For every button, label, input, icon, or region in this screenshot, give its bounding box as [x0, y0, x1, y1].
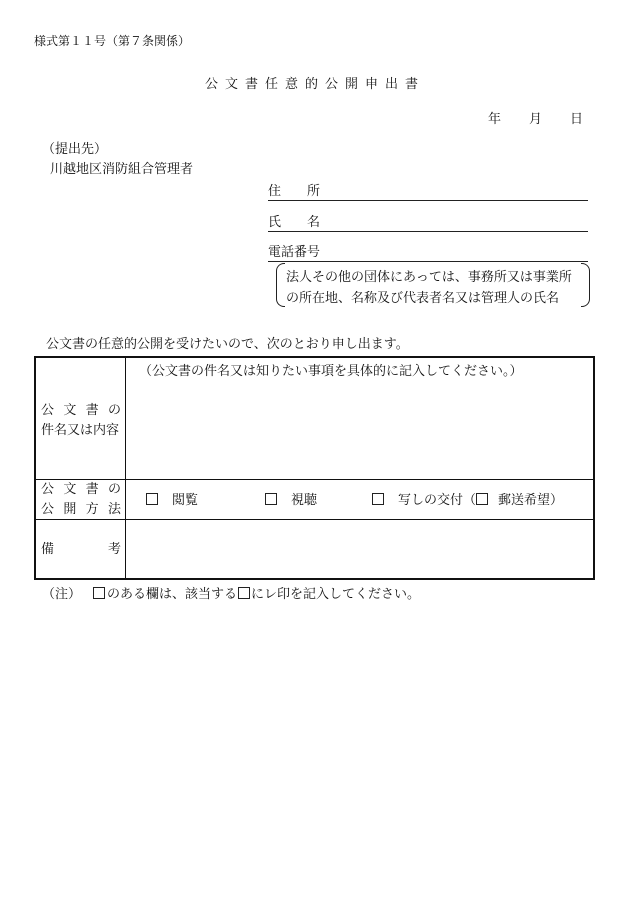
option-view[interactable]	[146, 489, 198, 508]
document-title: 公文書任意的公開申出書	[204, 77, 425, 92]
char: 公	[41, 502, 55, 517]
view-label: 閲覧	[172, 493, 199, 508]
footnote	[42, 583, 420, 602]
method-label-line1	[41, 480, 121, 500]
corporate-note-line1: 法人その他の団体にあっては、事務所又は事業所	[286, 270, 572, 285]
date-year: 年	[488, 112, 502, 127]
char: 考	[107, 542, 121, 557]
form-number: 様式第１１号（第７条関係）	[34, 34, 191, 48]
checkbox-symbol	[238, 587, 250, 599]
char: 備	[41, 542, 55, 557]
name-label: 氏 名	[268, 215, 321, 230]
option-copy[interactable]	[372, 489, 563, 508]
footnote-prefix: （注）	[42, 587, 82, 602]
date-month: 月	[529, 112, 543, 127]
option-listen[interactable]	[265, 489, 317, 508]
recipient-label: （提出先）	[42, 142, 108, 157]
intro-text: 公文書の任意的公開を受けたいので、次のとおり申し出ます。	[46, 337, 409, 352]
method-label-line2	[41, 500, 121, 520]
char: の	[107, 403, 121, 418]
name-field[interactable]	[268, 213, 588, 232]
remarks-label	[41, 540, 121, 560]
copy-label: 写しの交付（	[398, 493, 477, 508]
date-line	[488, 108, 583, 127]
method-label	[41, 480, 121, 520]
request-table	[34, 356, 595, 580]
date-day: 日	[570, 112, 584, 127]
char: 書	[85, 482, 99, 497]
bracket-right	[581, 263, 590, 307]
char: 法	[107, 502, 121, 517]
corporate-note	[282, 263, 586, 307]
corporate-note-line2: の所在地、名称及び代表者名又は管理人の氏名	[286, 291, 560, 306]
char: 公	[41, 403, 55, 418]
content-label	[41, 401, 121, 441]
phone-label: 電話番号	[268, 245, 321, 260]
content-label-line2: 件名又は内容	[41, 423, 120, 438]
mail-label: 郵送希望）	[498, 493, 564, 508]
bracket-left	[276, 263, 285, 307]
view-checkbox[interactable]	[146, 493, 158, 505]
checkbox-symbol	[93, 587, 105, 599]
address-label: 住 所	[268, 184, 321, 199]
copy-checkbox[interactable]	[372, 493, 384, 505]
footnote-text-a: のある欄は、該当する	[107, 587, 238, 602]
char: 書	[85, 403, 99, 418]
char: 文	[63, 403, 77, 418]
listen-checkbox[interactable]	[265, 493, 277, 505]
char: の	[107, 482, 121, 497]
address-field[interactable]	[268, 182, 588, 201]
char: 文	[63, 482, 77, 497]
phone-field[interactable]	[268, 243, 588, 262]
char: 開	[63, 502, 77, 517]
char: 方	[85, 502, 99, 517]
footnote-text-b: にレ印を記入してください。	[251, 587, 421, 602]
char: 公	[41, 482, 55, 497]
mail-checkbox[interactable]	[476, 493, 488, 505]
listen-label: 視聴	[291, 493, 318, 508]
content-hint: （公文書の件名又は知りたい事項を具体的に記入してください。）	[139, 364, 523, 379]
table-divider-vertical	[125, 358, 126, 578]
recipient-name: 川越地区消防組合管理者	[50, 162, 194, 177]
content-label-line1	[41, 401, 121, 421]
